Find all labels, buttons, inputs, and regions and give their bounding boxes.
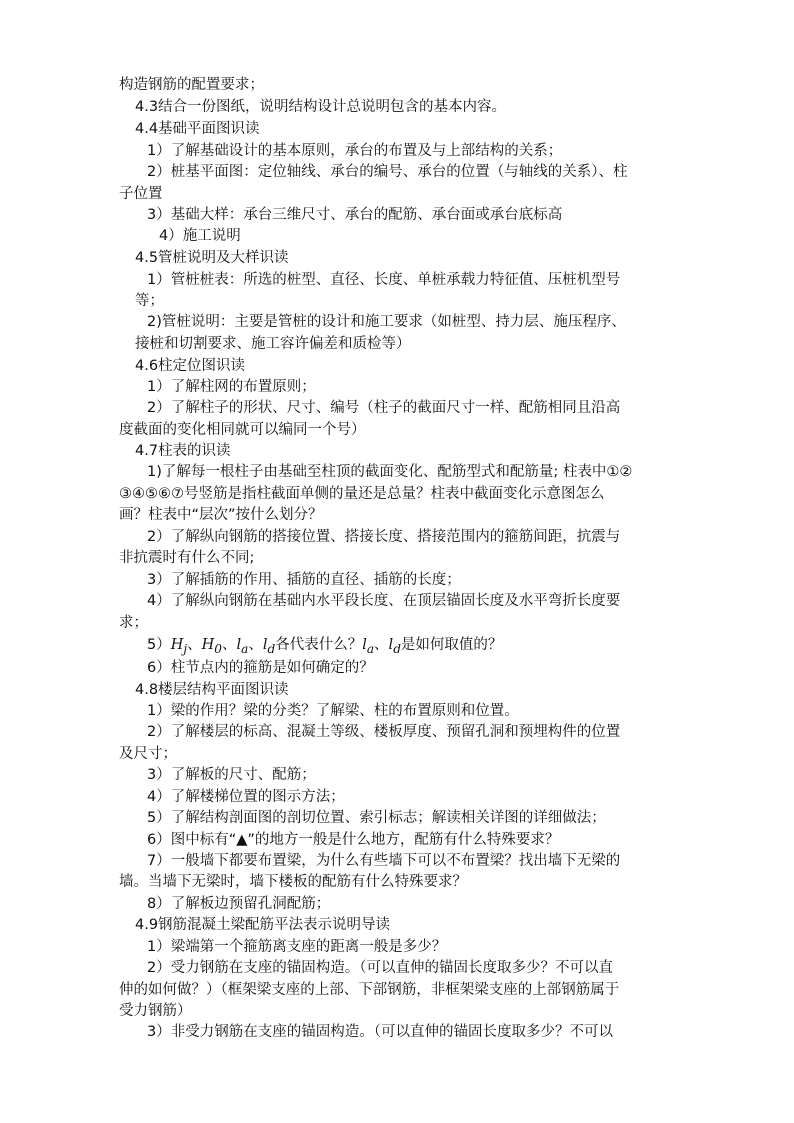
text-line: 1）了解基础设计的基本原则，承台的布置及与上部结构的关系；	[147, 143, 563, 159]
text-line: 受力钢筋）	[119, 1003, 192, 1019]
section-heading: 4.3结合一份图纸，说明结构设计总说明包含的基本内容。	[135, 99, 507, 115]
text-line: 2）了解柱子的形状、尺寸、编号（柱子的截面尺寸一样、配筋相同且沿高	[147, 400, 621, 416]
text-line: 1）梁的作用？梁的分类？了解梁、柱的布置原则和位置。	[147, 703, 519, 719]
text-line: 及尺寸；	[119, 746, 177, 762]
section-heading: 4.8楼层结构平面图识读	[135, 682, 289, 698]
separator: 、	[374, 637, 389, 653]
text-line: 构造钢筋的配置要求；	[119, 77, 264, 93]
text-line: 1)了解每一根柱子由基础至柱顶的截面变化、配筋型式和配筋量; 柱表中①②	[147, 464, 633, 480]
text-line: 3）了解插筋的作用、插筋的直径、插筋的长度；	[147, 572, 461, 588]
symbol-l: l	[262, 637, 268, 653]
text-line: 3）了解板的尺寸、配筋；	[147, 767, 316, 783]
text-line: 7）一般墙下都要布置梁，为什么有些墙下可以不布置梁？找出墙下无梁的	[147, 853, 621, 869]
text-line: 2)管桩说明：主要是管桩的设计和施工要求（如桩型、持力层、施压程序、	[147, 314, 626, 330]
text-line: 4）了解纵向钢筋在基础内水平段长度、在顶层锚固长度及水平弯折长度要	[147, 593, 621, 609]
text-line: 墙。当墙下无梁时，墙下楼板的配筋有什么特殊要求？	[119, 874, 467, 890]
subscript: 0	[214, 641, 222, 656]
subscript: j	[183, 641, 188, 656]
separator: 、	[248, 637, 263, 653]
text-line: 度截面的变化相同就可以编同一个号）	[119, 422, 366, 438]
text-line: 2）桩基平面图：定位轴线、承台的编号、承台的位置（与轴线的关系）、柱	[147, 164, 628, 180]
text-line: 1）管桩桩表：所选的桩型、直径、长度、单桩承载力特征值、压桩机型号	[147, 272, 621, 288]
text-line: 伸的如何做？）（框架梁支座的上部、下部钢筋，非框架梁支座的上部钢筋属于	[119, 982, 620, 998]
text-line: 2）了解纵向钢筋的搭接位置、搭接长度、搭接范围内的箍筋间距，抗震与	[147, 529, 621, 545]
formula-line	[147, 633, 502, 657]
text-line: 1）梁端第一个箍筋离支座的距离一般是多少？	[147, 939, 447, 955]
text-line: 等；	[135, 293, 164, 309]
text-line: 画？柱表中“层次”按什么划分？	[119, 507, 323, 523]
text-line: 2）了解楼层的标高、混凝土等级、楼板厚度、预留孔洞和预埋构件的位置	[147, 724, 621, 740]
text-line: 子位置	[119, 186, 163, 202]
text-line: 5）了解结构剖面图的剖切位置、索引标志；解读相关详图的详细做法；	[147, 810, 606, 826]
text-line: 1）了解柱网的布置原则；	[147, 379, 316, 395]
section-heading: 4.7柱表的识读	[135, 443, 231, 459]
formula-text: 是如何取值的？	[400, 637, 503, 653]
text-line: 4）了解楼梯位置的图示方法；	[147, 789, 345, 805]
formula-text: 各代表什么？	[275, 637, 363, 653]
subscript: a	[366, 641, 375, 656]
subscript: d	[393, 641, 401, 656]
text-line: ③④⑤⑥⑦号竖筋是指柱截面单侧的量还是总量？柱表中截面变化示意图怎么	[119, 486, 605, 502]
text-line: 4）施工说明	[159, 228, 241, 244]
section-heading: 4.4基础平面图识读	[135, 121, 260, 137]
text-line: 6）图中标有“▲”的地方一般是什么地方，配筋有什么特殊要求？	[147, 832, 560, 848]
text-line: 3）非受力钢筋在支座的锚固构造。（可以直伸的锚固长度取多少？不可以	[147, 1024, 613, 1040]
subscript: d	[267, 641, 276, 656]
text-line: 6）柱节点内的箍筋是如何确定的？	[147, 660, 374, 676]
text-line: 非抗震时有什么不同;	[119, 550, 255, 566]
section-heading: 4.5管桩说明及大样识读	[135, 250, 289, 266]
symbol-l: l	[388, 637, 394, 653]
subscript: a	[241, 641, 249, 656]
symbol-H: H	[201, 637, 215, 653]
separator: 、	[221, 637, 237, 653]
text-line: 2）受力钢筋在支座的锚固构造。（可以直伸的锚固长度取多少？不可以直	[147, 960, 613, 976]
formula-prefix: 5）	[147, 637, 171, 653]
text-line: 8）了解板边预留孔洞配筋；	[147, 896, 331, 912]
symbol-H: H	[170, 637, 184, 653]
symbol-l: l	[236, 637, 242, 653]
symbol-l: l	[362, 637, 367, 653]
text-line: 接桩和切割要求、施工容许偏差和质检等）	[135, 336, 411, 352]
section-heading: 4.9钢筋混凝土梁配筋平法表示说明导读	[135, 917, 391, 933]
text-line: 3）基础大样：承台三维尺寸、承台的配筋、承台面或承台底标高	[147, 207, 563, 223]
text-line: 求；	[119, 615, 148, 631]
section-heading: 4.6柱定位图识读	[135, 358, 246, 374]
separator: 、	[187, 637, 202, 653]
